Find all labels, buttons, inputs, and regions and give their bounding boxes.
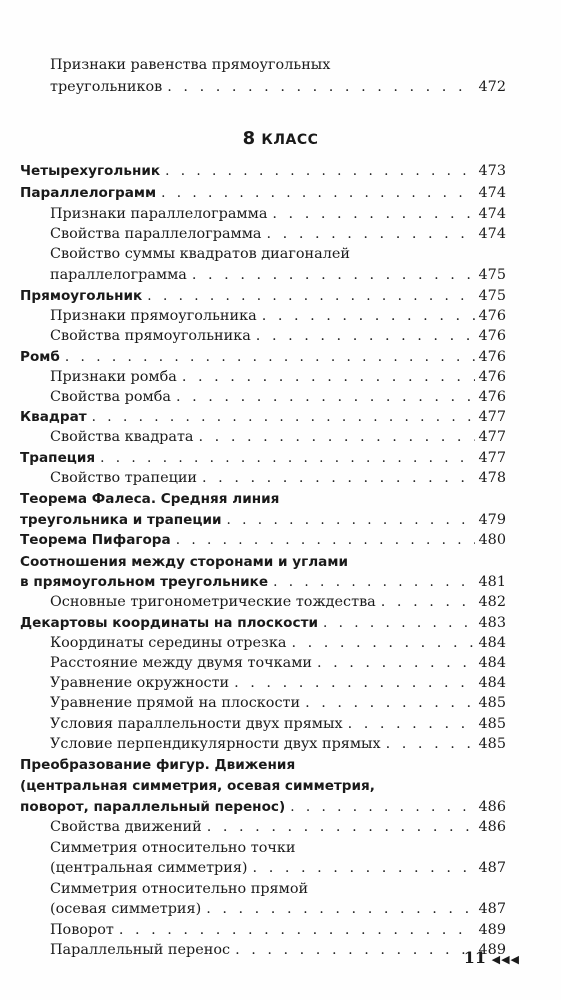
toc-subentry: Свойства ромба . . . 476 <box>50 384 506 406</box>
toc-subentry: Уравнение прямой на плоскости . . . 485 <box>50 690 506 712</box>
toc-entry: Четырехугольник . . . 473 <box>20 158 506 180</box>
toc-subentry: Координаты середины отрезка . . . 484 <box>50 630 506 652</box>
toc-subentry: Симметрия относительно прямой <box>50 881 309 897</box>
toc-subentry: Свойство суммы квадратов диагоналей <box>50 246 350 262</box>
toc-subentry: Свойства движений . . . 486 <box>50 814 506 836</box>
toc-subentry: Свойства квадрата . . . 477 <box>50 424 506 446</box>
toc-subentry: (центральная симметрия) . . . 487 <box>50 855 506 877</box>
page-number: 472 <box>478 79 506 95</box>
triangle-arrows-icon: ◀◀◀ <box>491 953 520 966</box>
toc-entry: Трапеция . . . 477 <box>20 445 506 467</box>
footer-page-number: 11 <box>463 948 487 967</box>
toc-subentry: Поворот . . . 489 <box>50 917 506 939</box>
toc-subentry: Свойства прямоугольника . . . 476 <box>50 323 506 345</box>
dot-leader <box>167 78 474 96</box>
toc-subentry: (осевая симметрия) . . . 487 <box>50 896 506 918</box>
toc-subentry: Основные тригонометрические тождества . . . 482 <box>50 589 506 611</box>
toc-entry: Квадрат . . . 477 <box>20 404 506 426</box>
toc-entry: Ромб . . . 476 <box>20 344 506 366</box>
toc-entry: треугольника и трапеции . . . 479 <box>20 507 506 529</box>
toc-subentry: Уравнение окружности . . . 484 <box>50 670 506 692</box>
toc-entry: Теорема Пифагора . . . 480 <box>20 527 506 549</box>
toc-subentry: Признаки параллелограмма . . . 474 <box>50 201 506 223</box>
toc-entry: Теорема Фалеса. Средняя линия <box>20 491 280 507</box>
toc-subentry: Параллельный перенос . . . 489 <box>50 937 506 959</box>
toc-entry: поворот, параллельный перенос) . . . 486 <box>20 794 506 816</box>
toc-entry: Прямоугольник . . . 475 <box>20 283 506 305</box>
page-footer <box>400 948 520 967</box>
toc-subentry: параллелограмма . . . 475 <box>50 262 506 284</box>
toc-subentry: Свойства параллелограмма . . . 474 <box>50 221 506 243</box>
toc-entry: (центральная симметрия, осевая симметрия, <box>20 778 375 794</box>
toc-entry: в прямоугольном треугольнике . . . 481 <box>20 569 506 591</box>
toc-entry-continued-line2: треугольников . . . 472 <box>50 74 506 96</box>
toc-subentry: Признаки ромба . . . 476 <box>50 364 506 386</box>
toc-entry: Декартовы координаты на плоскости . . . 483 <box>20 610 506 632</box>
toc-subentry: Свойство трапеции . . . 478 <box>50 465 506 487</box>
toc-subentry: Условие перпендикулярности двух прямых . . . 485 <box>50 731 506 753</box>
toc-entry: Соотношения между сторонами и углами <box>20 554 348 570</box>
toc-entry: Параллелограмм . . . 474 <box>20 180 506 202</box>
toc-subentry: Симметрия относительно точки <box>50 840 296 856</box>
toc-entry: Преобразование фигур. Движения <box>20 757 296 773</box>
toc-entry-continued-line1: Признаки равенства прямоугольных <box>50 57 331 73</box>
toc-subentry: Условия параллельности двух прямых . . . 485 <box>50 711 506 733</box>
grade-heading: 8 КЛАСС <box>242 128 319 149</box>
toc-subentry: Признаки прямоугольника . . . 476 <box>50 303 506 325</box>
toc-subentry: Расстояние между двумя точками . . . 484 <box>50 650 506 672</box>
